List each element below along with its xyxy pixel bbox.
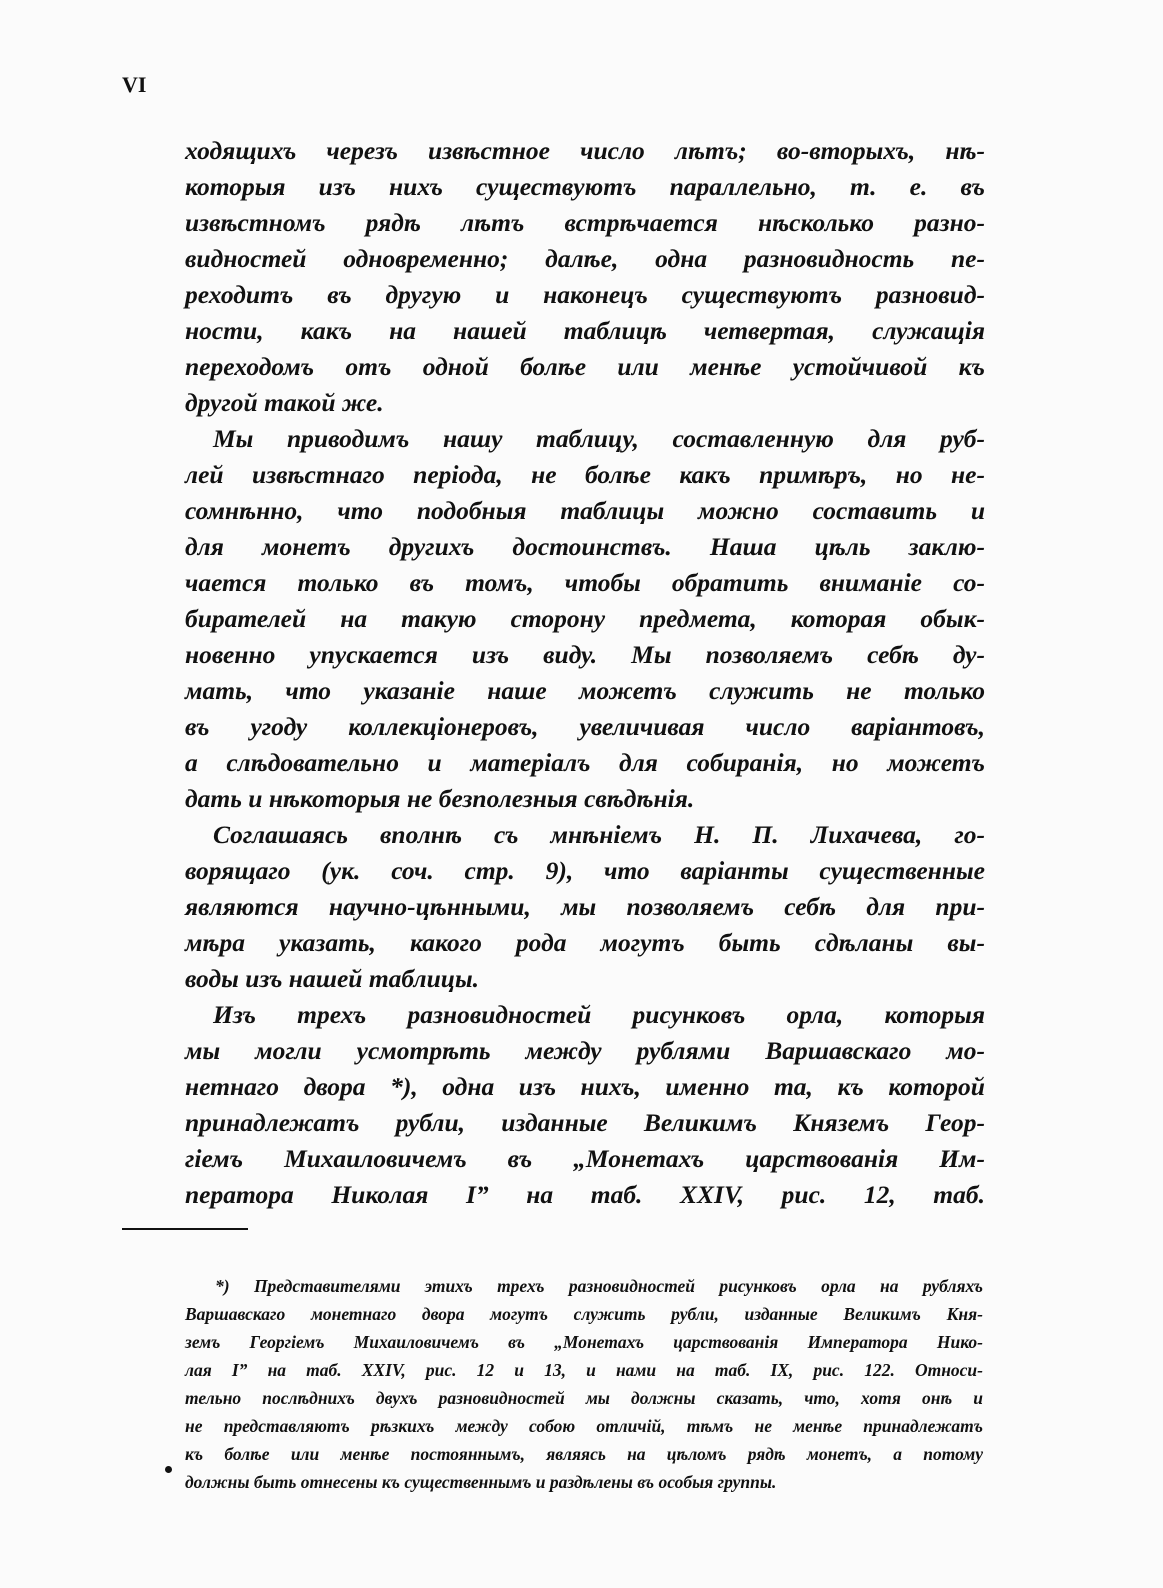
text-line: сомнѣнно, что подобныя таблицы можно составить и: [185, 496, 985, 525]
text-line: видностей одновременно; далѣе, одна разновидность пе-: [185, 244, 985, 273]
text-line: Соглашаясь вполнѣ съ мнѣніемъ Н. П. Лихачева, го-: [213, 820, 985, 849]
text-line: лей извѣстнаго періода, не болѣе какъ примѣръ, но не-: [185, 460, 985, 489]
footnote-line: Варшавскаго монетнаго двора могутъ служить рубли, изданные Великимъ Кня-: [185, 1304, 983, 1324]
text-line: дать и нѣкоторыя не безполезныя свѣдѣнія.: [185, 784, 695, 813]
footnote-line: не представляютъ рѣзкихъ между собою отличій, тѣмъ не менѣе принадлежатъ: [185, 1416, 983, 1436]
text-line: гіемъ Михаиловичемъ въ „Монетахъ царствованія Им-: [185, 1144, 985, 1173]
text-line: въ угоду коллекціонеровъ, увеличивая число варіантовъ,: [185, 712, 985, 741]
text-line: которыя изъ нихъ существуютъ параллельно, т. е. въ: [185, 172, 985, 201]
text-line: а слѣдовательно и матеріалъ для собиранія, но можетъ: [185, 748, 985, 777]
text-line: новенно упускается изъ виду. Мы позволяемъ себѣ ду-: [185, 640, 985, 669]
text-line: для монетъ другихъ достоинствъ. Наша цѣль заклю-: [185, 532, 985, 561]
footnote-line: *) Представителями этихъ трехъ разновидностей рисунковъ орла на рубляхъ: [215, 1276, 983, 1296]
text-line: бирателей на такую сторону предмета, которая обык-: [185, 604, 985, 633]
text-line: ности, какъ на нашей таблицѣ четвертая, служащія: [185, 316, 985, 345]
text-line: другой такой же.: [185, 388, 384, 417]
paragraph: [185, 421, 985, 817]
text-line: ходящихъ черезъ извѣстное число лѣтъ; во-вторыхъ, нѣ-: [185, 136, 985, 165]
text-line: ворящаго (ук. соч. стр. 9), что варіанты существенные: [185, 856, 985, 885]
footnote-line: земъ Георгіемъ Михаиловичемъ въ „Монетахъ царствованія Императора Нико-: [185, 1332, 983, 1352]
text-line: извѣстномъ рядѣ лѣтъ встрѣчается нѣсколько разно-: [185, 208, 985, 237]
text-line: принадлежатъ рубли, изданные Великимъ Княземъ Геор-: [185, 1108, 985, 1137]
text-line: нетнаго двора *), одна изъ нихъ, именно та, къ которой: [185, 1072, 985, 1101]
footnote-line: лая I” на таб. XXIV, рис. 12 и 13, и нами на таб. IX, рис. 122. Относи-: [185, 1360, 983, 1380]
text-line: ператора Николая I” на таб. XXIV, рис. 12, таб.: [185, 1180, 985, 1209]
text-line: воды изъ нашей таблицы.: [185, 964, 480, 993]
text-line: чается только въ томъ, чтобы обратить вниманіе со-: [185, 568, 985, 597]
text-line: реходитъ въ другую и наконецъ существуютъ разновид-: [185, 280, 985, 309]
footnote-line: тельно послѣднихъ двухъ разновидностей мы должны сказать, что, хотя онѣ и: [185, 1388, 983, 1408]
footnote-divider: [122, 1228, 248, 1230]
paragraph: [185, 817, 985, 997]
paragraph: [185, 997, 985, 1213]
text-line: Изъ трехъ разновидностей рисунковъ орла, которыя: [213, 1000, 985, 1029]
text-line: являются научно-цѣнными, мы позволяемъ себѣ для при-: [185, 892, 985, 921]
text-line: Мы приводимъ нашу таблицу, составленную для руб-: [213, 424, 985, 453]
text-line: мы могли усмотрѣть между рублями Варшавскаго мо-: [185, 1036, 985, 1065]
text-line: мать, что указаніе наше можетъ служить не только: [185, 676, 985, 705]
footnote: [185, 1272, 983, 1496]
main-text: [185, 133, 985, 1213]
footnote-line: къ болѣе или менѣе постояннымъ, являясь на цѣломъ рядѣ монетъ, а потому: [185, 1444, 983, 1464]
text-line: мѣра указать, какого рода могутъ быть сдѣланы вы-: [185, 928, 985, 957]
text-line: переходомъ отъ одной болѣе или менѣе устойчивой къ: [185, 352, 985, 381]
paragraph: [185, 133, 985, 421]
bullet-mark: [165, 1466, 172, 1473]
footnote-line: должны быть отнесены къ существеннымъ и раздѣлены въ особыя группы.: [185, 1472, 777, 1492]
page-number: VI: [122, 72, 147, 97]
